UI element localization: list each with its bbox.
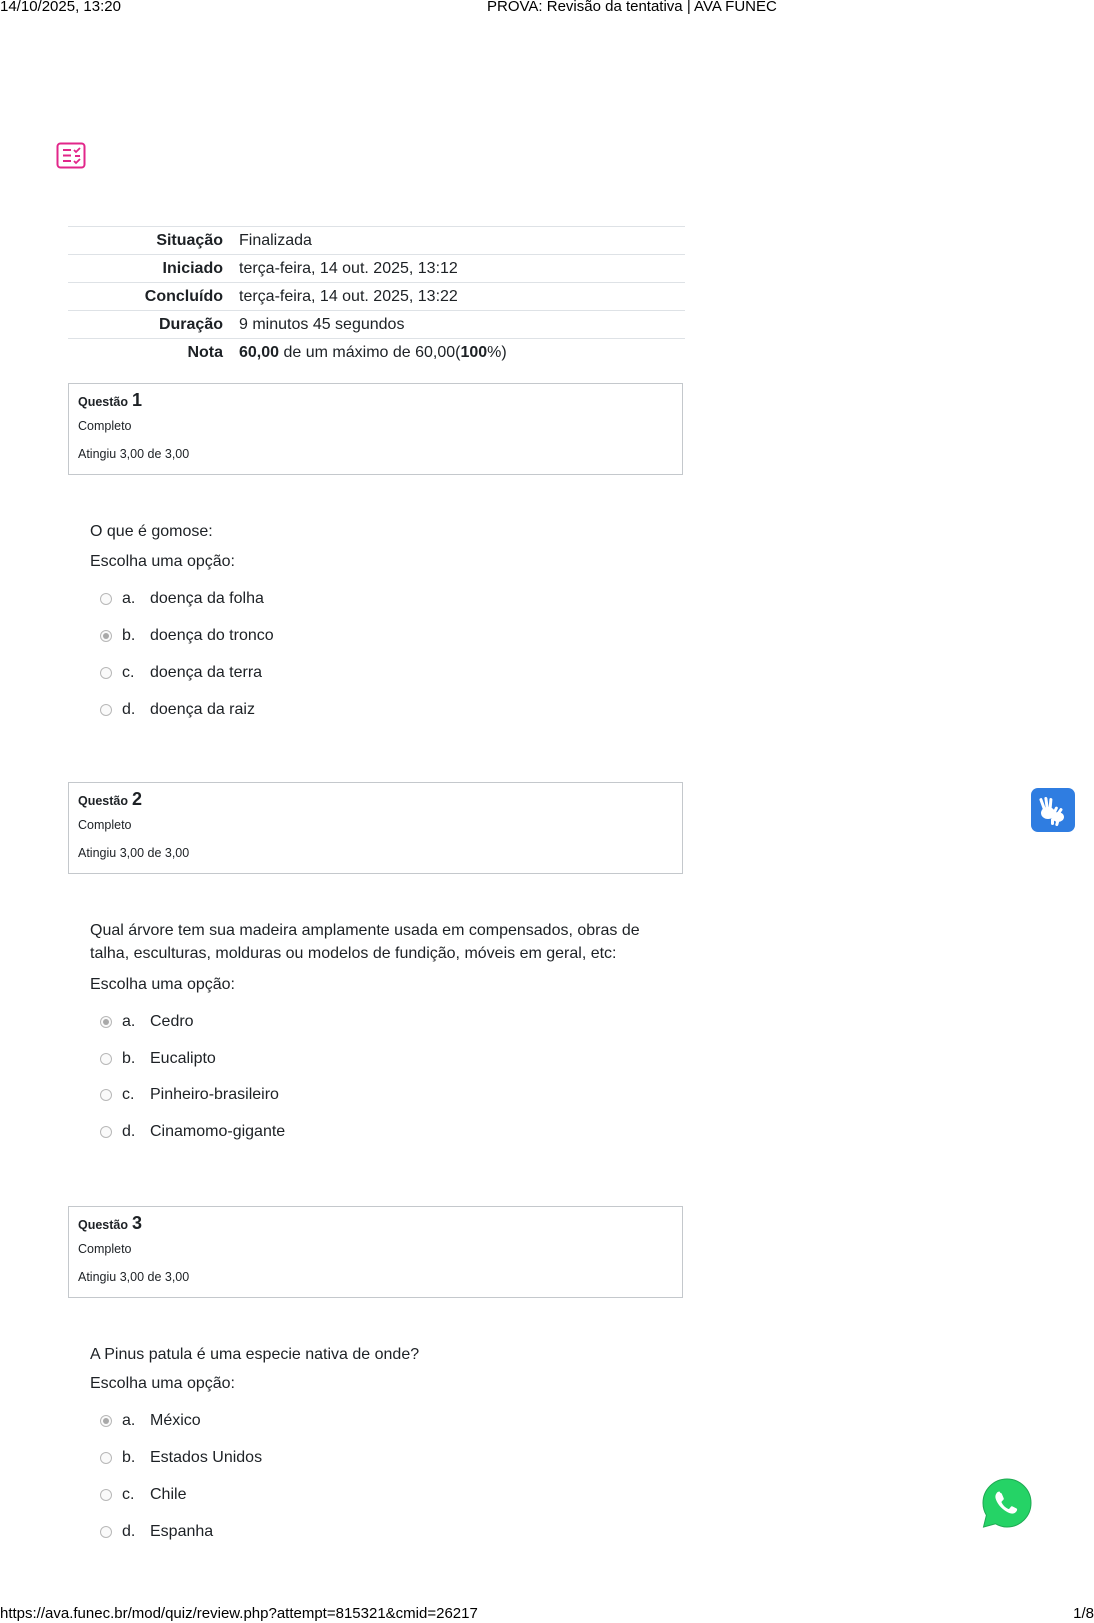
summary-grade-value bbox=[239, 339, 685, 367]
summary-row bbox=[68, 339, 685, 367]
summary-row bbox=[68, 283, 685, 311]
radio-button[interactable] bbox=[100, 1526, 112, 1538]
question-grade: Atingiu 3,00 de 3,00 bbox=[78, 1270, 190, 1284]
radio-button[interactable] bbox=[100, 593, 112, 605]
summary-label: Duração bbox=[68, 311, 239, 339]
question-number bbox=[78, 1213, 673, 1234]
question-state: Completo bbox=[78, 1242, 132, 1256]
question-number-value: 2 bbox=[132, 789, 143, 809]
question-grade: Atingiu 3,00 de 3,00 bbox=[78, 846, 190, 860]
print-page-title: PROVA: Revisão da tentativa | AVA FUNEC bbox=[487, 0, 777, 15]
option-text: Cedro bbox=[150, 1013, 194, 1030]
question-state: Completo bbox=[78, 419, 132, 433]
grade-points: 60,00 bbox=[239, 343, 280, 361]
question-text-3: A Pinus patula é uma especie nativa de onde? bbox=[90, 1346, 420, 1363]
summary-row bbox=[68, 227, 685, 255]
option-letter: b. bbox=[122, 627, 136, 644]
option-text: Espanha bbox=[150, 1523, 214, 1540]
answer-option[interactable] bbox=[100, 1484, 186, 1506]
answer-option[interactable] bbox=[100, 588, 264, 610]
option-letter: c. bbox=[122, 664, 135, 681]
quiz-icon bbox=[56, 142, 86, 169]
option-text: Estados Unidos bbox=[150, 1449, 263, 1466]
option-letter: a. bbox=[122, 1412, 136, 1429]
print-page-number: 1/8 bbox=[1073, 1605, 1094, 1622]
option-text: Eucalipto bbox=[150, 1050, 216, 1067]
answer-option[interactable] bbox=[100, 1084, 279, 1106]
option-text: Cinamomo-gigante bbox=[150, 1123, 286, 1140]
question-info-3 bbox=[68, 1206, 683, 1298]
summary-row bbox=[68, 311, 685, 339]
summary-value: 9 minutos 45 segundos bbox=[239, 311, 685, 339]
option-text: Pinheiro-brasileiro bbox=[150, 1086, 279, 1103]
attempt-summary-table bbox=[68, 226, 685, 366]
question-grade: Atingiu 3,00 de 3,00 bbox=[78, 447, 190, 461]
question-text-1: O que é gomose: bbox=[90, 523, 213, 540]
radio-button-checked[interactable] bbox=[100, 1415, 112, 1427]
question-label: Questão bbox=[78, 395, 129, 409]
answer-option[interactable] bbox=[100, 625, 274, 647]
vlibras-hands-icon bbox=[1031, 788, 1075, 832]
choose-option-prompt: Escolha uma opção: bbox=[90, 1375, 235, 1392]
option-letter: d. bbox=[122, 1523, 136, 1540]
option-letter: c. bbox=[122, 1086, 135, 1103]
answer-option[interactable] bbox=[100, 1447, 262, 1469]
question-state: Completo bbox=[78, 818, 132, 832]
radio-button-checked[interactable] bbox=[100, 1016, 112, 1028]
question-text-2: Qual árvore tem sua madeira amplamente usada em compensados, obras de talha, esculturas, molduras ou modelos de fundição, móveis em geral, etc: bbox=[90, 922, 640, 962]
choose-option-prompt: Escolha uma opção: bbox=[90, 553, 235, 570]
radio-button[interactable] bbox=[100, 667, 112, 679]
option-letter: b. bbox=[122, 1050, 136, 1067]
answer-option[interactable] bbox=[100, 1048, 216, 1070]
option-letter: a. bbox=[122, 590, 136, 607]
answer-option[interactable] bbox=[100, 662, 262, 684]
question-number bbox=[78, 390, 673, 411]
whatsapp-icon[interactable] bbox=[980, 1476, 1034, 1530]
answer-option[interactable] bbox=[100, 1521, 213, 1543]
radio-button[interactable] bbox=[100, 1053, 112, 1065]
option-letter: c. bbox=[122, 1486, 135, 1503]
radio-button[interactable] bbox=[100, 1452, 112, 1464]
option-text: doença da raiz bbox=[150, 701, 255, 718]
radio-button[interactable] bbox=[100, 1489, 112, 1501]
option-text: doença do tronco bbox=[150, 627, 274, 644]
choose-option-prompt: Escolha uma opção: bbox=[90, 976, 235, 993]
summary-label: Concluído bbox=[68, 283, 239, 311]
grade-percent: 100 bbox=[460, 343, 488, 361]
option-text: doença da terra bbox=[150, 664, 263, 681]
print-url: https://ava.funec.br/mod/quiz/review.php?attempt=815321&cmid=26217 bbox=[0, 1605, 478, 1622]
summary-value: Finalizada bbox=[239, 227, 685, 255]
print-header bbox=[0, 0, 1094, 16]
question-number bbox=[78, 789, 673, 810]
option-letter: b. bbox=[122, 1449, 136, 1466]
summary-row bbox=[68, 255, 685, 283]
radio-button[interactable] bbox=[100, 704, 112, 716]
summary-value: terça-feira, 14 out. 2025, 13:22 bbox=[239, 283, 685, 311]
question-info-1 bbox=[68, 383, 683, 475]
option-letter: d. bbox=[122, 1123, 136, 1140]
summary-label: Iniciado bbox=[68, 255, 239, 283]
radio-button-checked[interactable] bbox=[100, 630, 112, 642]
print-datetime: 14/10/2025, 13:20 bbox=[0, 0, 121, 15]
option-letter: a. bbox=[122, 1013, 136, 1030]
question-label: Questão bbox=[78, 794, 129, 808]
answer-option[interactable] bbox=[100, 699, 255, 721]
radio-button[interactable] bbox=[100, 1126, 112, 1138]
option-text: doença da folha bbox=[150, 590, 264, 607]
question-number-value: 3 bbox=[132, 1213, 143, 1233]
option-text: Chile bbox=[150, 1486, 187, 1503]
question-info-2 bbox=[68, 782, 683, 874]
summary-label: Situação bbox=[68, 227, 239, 255]
accessibility-button[interactable] bbox=[1031, 788, 1075, 832]
option-letter: d. bbox=[122, 701, 136, 718]
question-number-value: 1 bbox=[132, 390, 143, 410]
option-text: México bbox=[150, 1412, 201, 1429]
grade-percent-close: %) bbox=[487, 343, 507, 361]
summary-label: Nota bbox=[68, 339, 239, 367]
answer-option[interactable] bbox=[100, 1121, 285, 1143]
answer-option[interactable] bbox=[100, 1410, 201, 1432]
question-label: Questão bbox=[78, 1218, 129, 1232]
grade-max: de um máximo de 60,00( bbox=[279, 343, 461, 361]
summary-value: terça-feira, 14 out. 2025, 13:12 bbox=[239, 255, 685, 283]
radio-button[interactable] bbox=[100, 1089, 112, 1101]
answer-option[interactable] bbox=[100, 1011, 194, 1033]
